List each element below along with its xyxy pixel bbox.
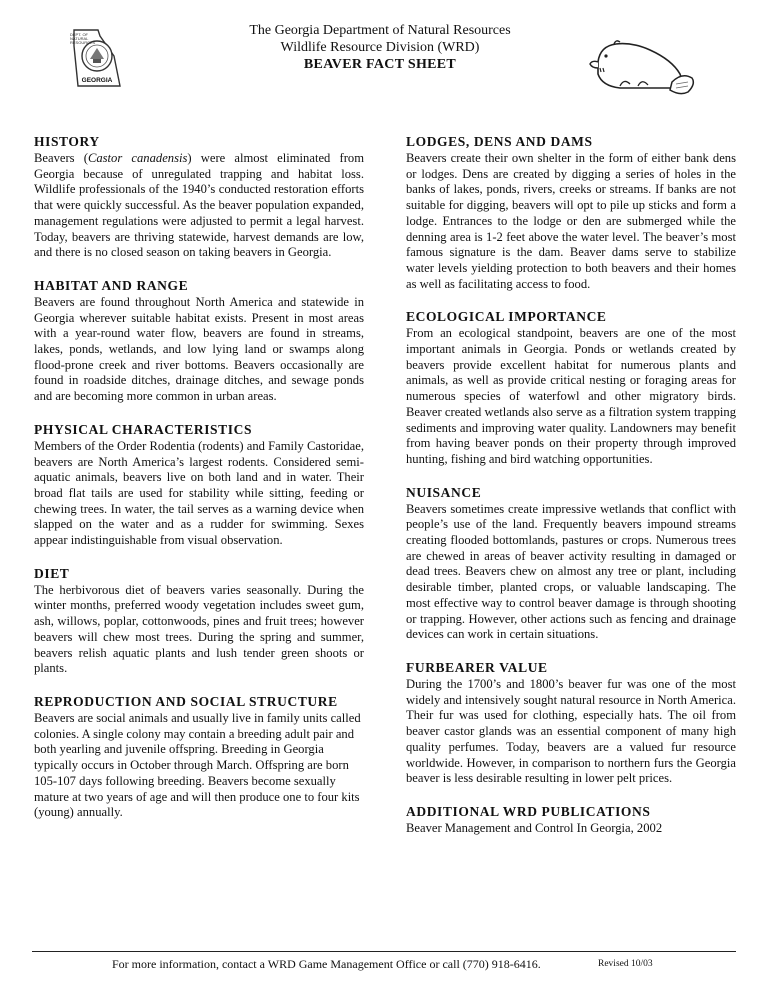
beaver-illustration-icon <box>580 28 700 98</box>
section-heading: HISTORY <box>34 134 100 149</box>
publication-link: Beaver Management and Control In Georgia, 2002 <box>406 820 663 835</box>
section-body: Members of the Order Rodentia (rodents) and Family Castoridae, beavers are North America’s largest rodents. Considered semi-aquatic animals, beavers live on both land and in water. Their broad flat tails are used for stability while sitting, feeding or chewing trees. In water, the tail serves as a warning device when slapped on the water and as a rudder for swimming. Sexes appear indistinguishable from visual observation. <box>34 438 364 548</box>
agency-name: The Georgia Department of Natural Resources <box>249 23 511 38</box>
section-body: The herbivorous diet of beavers varies seasonally. During the winter months, preferred woody vegetation includes sweet gum, ash, willows, poplar, cottonwoods, pines and fruit trees; however beavers will chew most trees. During the spring and summer, beavers relish aquatic plants and lush tender green shoots or plants. <box>34 582 364 676</box>
footer-divider <box>32 951 736 952</box>
section-heading: FURBEARER VALUE <box>406 659 548 675</box>
section-nuisance <box>406 484 736 643</box>
page-header <box>0 0 768 100</box>
species-name: Castor canadensis <box>87 151 188 165</box>
svg-text:DEPT. OF: DEPT. OF <box>70 32 89 37</box>
division-name: Wildlife Resource Division (WRD) <box>280 40 480 55</box>
section-body: During the 1700’s and 1800’s beaver fur was one of the most widely and intensively sought natural resource in North America. Their fur was used for clothing, especially hats. The oil from beaver castor glands was an essential component of many high quality perfumes. Today, beavers are a valued fur resource worldwide. However, in comparison to northern furs the Georgia beaver is less desirable resulting in lower pelt prices. <box>406 676 736 786</box>
section-heading: REPRODUCTION AND SOCIAL STRUCTURE <box>34 693 338 709</box>
section-habitat <box>34 277 364 405</box>
section-body: Beavers create their own shelter in the form of either bank dens or lodges. Dens are created by digging a series of holes in the banks of lakes, ponds, rivers, creeks or streams. If banks are not suitable for digging, beavers will opt to pile up sticks and form a lodge. Entrances to the lodge or den are submerged while the denning area is 1-2 feet above the water level. The beaver’s most famous signature is the dam. Beaver dams serve to stabilize water levels yielding protection to both beavers and their homes as well as facilitating access to food. <box>406 151 736 291</box>
georgia-dnr-seal-icon <box>64 26 130 92</box>
section-heading: LODGES, DENS AND DAMS <box>406 134 593 149</box>
section-heading: ECOLOGICAL IMPORTANCE <box>406 309 607 325</box>
revision-date: Revised 10/03 <box>598 959 653 969</box>
svg-text:NATURAL: NATURAL <box>70 36 89 41</box>
page-title: BEAVER FACT SHEET <box>303 57 457 72</box>
section-diet <box>34 565 364 677</box>
left-column <box>34 133 364 821</box>
section-reproduction <box>34 693 364 821</box>
section-publications <box>406 803 736 837</box>
section-body: Beavers are social animals and usually live in family units called colonies. A single colony may contain a breeding adult pair and both yearling and juvenile offspring. Breeding in Georgia typically occurs in October through March. Offspring are born 105-107 days following breeding. Beavers become sexually mature at two years of age and will then produce one to four kits (young) annually. <box>34 710 361 820</box>
section-lodges <box>406 133 736 292</box>
logo-text: GEORGIA <box>81 77 113 84</box>
section-physical <box>34 421 364 549</box>
section-heading: HABITAT AND RANGE <box>34 277 189 293</box>
section-heading: NUISANCE <box>406 484 482 500</box>
section-body: Beavers sometimes create impressive wetlands that conflict with people’s use of the land. Frequently beavers impound streams creating flooded bottomlands, pastures or crops. Numerous trees are chewed in areas of beaver activity resulting in damaged or dead trees. Beavers chew on almost any tree or plant, including desirable timber, planted crops, or valuable landscaping. The most effective way to control beaver damage is through shooting or trapping. However, other actions such as fencing and drainage devices can work in certain situations. <box>406 501 736 642</box>
section-heading: PHYSICAL CHARACTERISTICS <box>34 421 253 437</box>
section-heading: DIET <box>34 565 70 581</box>
section-furbearer <box>406 659 736 787</box>
footer-contact: For more information, contact a WRD Game Management Office or call (770) 918-6416. <box>112 957 541 971</box>
section-body: Beavers are found throughout North America and statewide in Georgia wherever suitable habitat exists. Present in most areas with a year-round water flow, beavers are found in streams, lakes, ponds, wetlands, and low lying land or swamps along flood-prone creek and river bottoms. Beavers occasionally are found in roadside ditches, drainage ditches, and sewage ponds and are becoming more common in urban areas. <box>34 294 364 404</box>
header-titles <box>180 22 580 73</box>
section-heading: ADDITIONAL WRD PUBLICATIONS <box>406 803 651 819</box>
section-body: Beavers (Castor canadensis) were almost eliminated from Georgia because of unregulated trapping and habitat loss. Wildlife professionals of the 1940’s conducted restoration efforts that were quickly successful. As the beaver population expanded, management regulations were adjusted to permit a legal harvest. Today, beavers are thriving statewide, harvest demands are low, and there is no closed season on taking beavers in Georgia. <box>34 151 364 260</box>
right-column <box>406 133 736 837</box>
svg-text:RESOURCES: RESOURCES <box>70 40 96 45</box>
section-history <box>34 133 364 261</box>
section-body: From an ecological standpoint, beavers are one of the most important animals in Georgia. Ponds or wetlands created by beavers provide excellent habitat for numerous plants and animals, as well as provide critical nesting or foraging areas for numerous species of waterfowl and other migratory birds. Beaver created wetlands also serve as a filtration system trapping sediments and improving water quality. Landowners may benefit from having beaver ponds on their property through improved hunting, fishing and bird watching opportunities. <box>406 326 736 466</box>
section-ecological <box>406 308 736 467</box>
